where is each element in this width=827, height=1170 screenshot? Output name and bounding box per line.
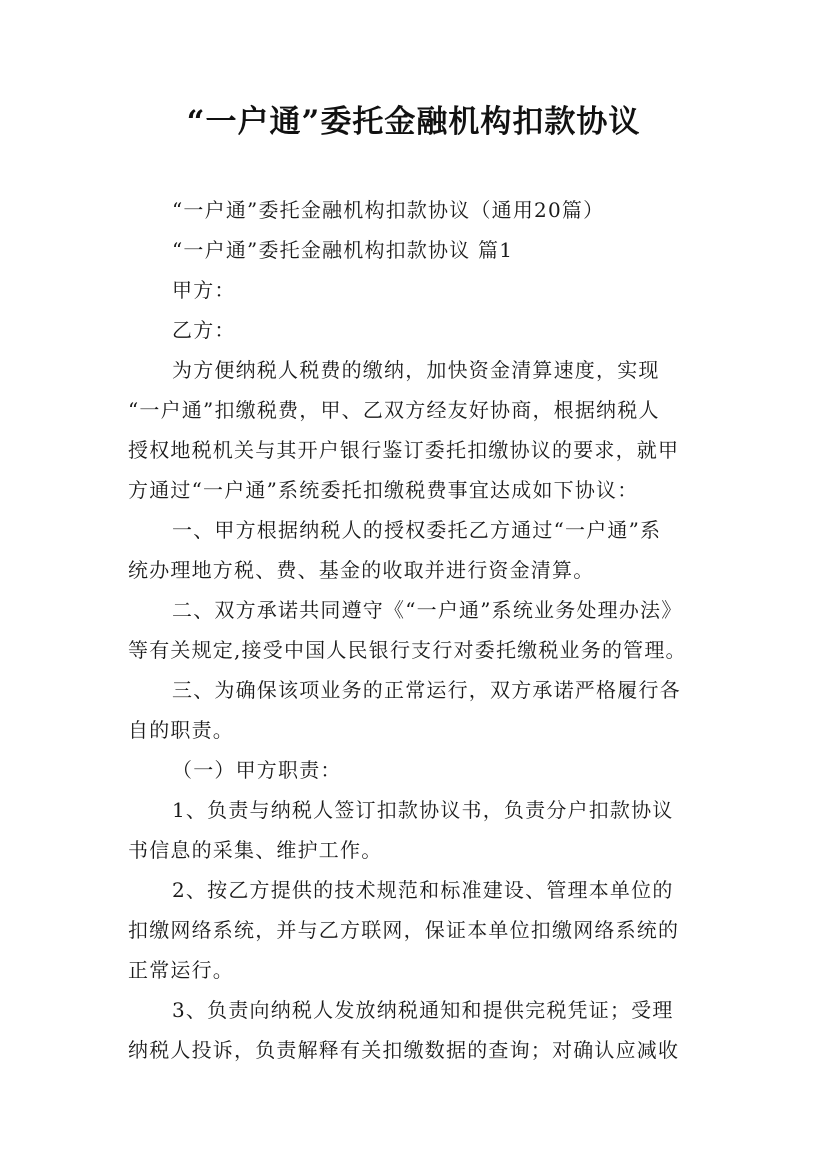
text-line: “一户通”委托金融机构扣款协议 篇1 <box>172 238 514 262</box>
document-title: “一户通”委托金融机构扣款协议 <box>186 104 641 140</box>
text-line: 正常运行。 <box>128 958 234 982</box>
text-line: 等有关规定,接受中国人民银行支行对委托缴税业务的管理。 <box>128 638 687 662</box>
text-line: 自的职责。 <box>128 718 234 742</box>
text-line: 纳税人投诉，负责解释有关扣缴数据的查询；对确认应减收 <box>128 1038 680 1062</box>
text-line: “一户通”扣缴税费，甲、乙双方经友好协商，根据纳税人 <box>128 398 660 422</box>
text-line: 乙方： <box>172 318 236 342</box>
text-line: 为方便纳税人税费的缴纳，加快资金清算速度，实现 <box>172 358 660 382</box>
text-line: 甲方： <box>172 278 236 302</box>
text-line: 授权地税机关与其开户银行鉴订委托扣缴协议的要求，就甲 <box>128 438 680 462</box>
text-line: 2、按乙方提供的技术规范和标准建设、管理本单位的 <box>172 878 674 902</box>
text-line: “一户通”委托金融机构扣款协议（通用20篇） <box>172 198 605 222</box>
text-line: （一）甲方职责： <box>172 758 342 782</box>
text-line: 一、甲方根据纳税人的授权委托乙方通过“一户通”系 <box>172 518 662 542</box>
text-line: 1、负责与纳税人签订扣款协议书，负责分户扣款协议 <box>172 798 674 822</box>
text-line: 3、负责向纳税人发放纳税通知和提供完税凭证；受理 <box>172 998 674 1022</box>
text-line: 统办理地方税、费、基金的收取并进行资金清算。 <box>128 558 595 582</box>
text-line: 书信息的采集、维护工作。 <box>128 838 383 862</box>
text-line: 二、双方承诺共同遵守《“一户通”系统业务处理办法》 <box>172 598 683 622</box>
text-line: 三、为确保该项业务的正常运行，双方承诺严格履行各 <box>172 678 681 702</box>
text-line: 扣缴网络系统，并与乙方联网，保证本单位扣缴网络系统的 <box>128 918 680 942</box>
document-body <box>128 190 708 1070</box>
text-line: 方通过“一户通”系统委托扣缴税费事宜达成如下协议： <box>128 478 639 502</box>
